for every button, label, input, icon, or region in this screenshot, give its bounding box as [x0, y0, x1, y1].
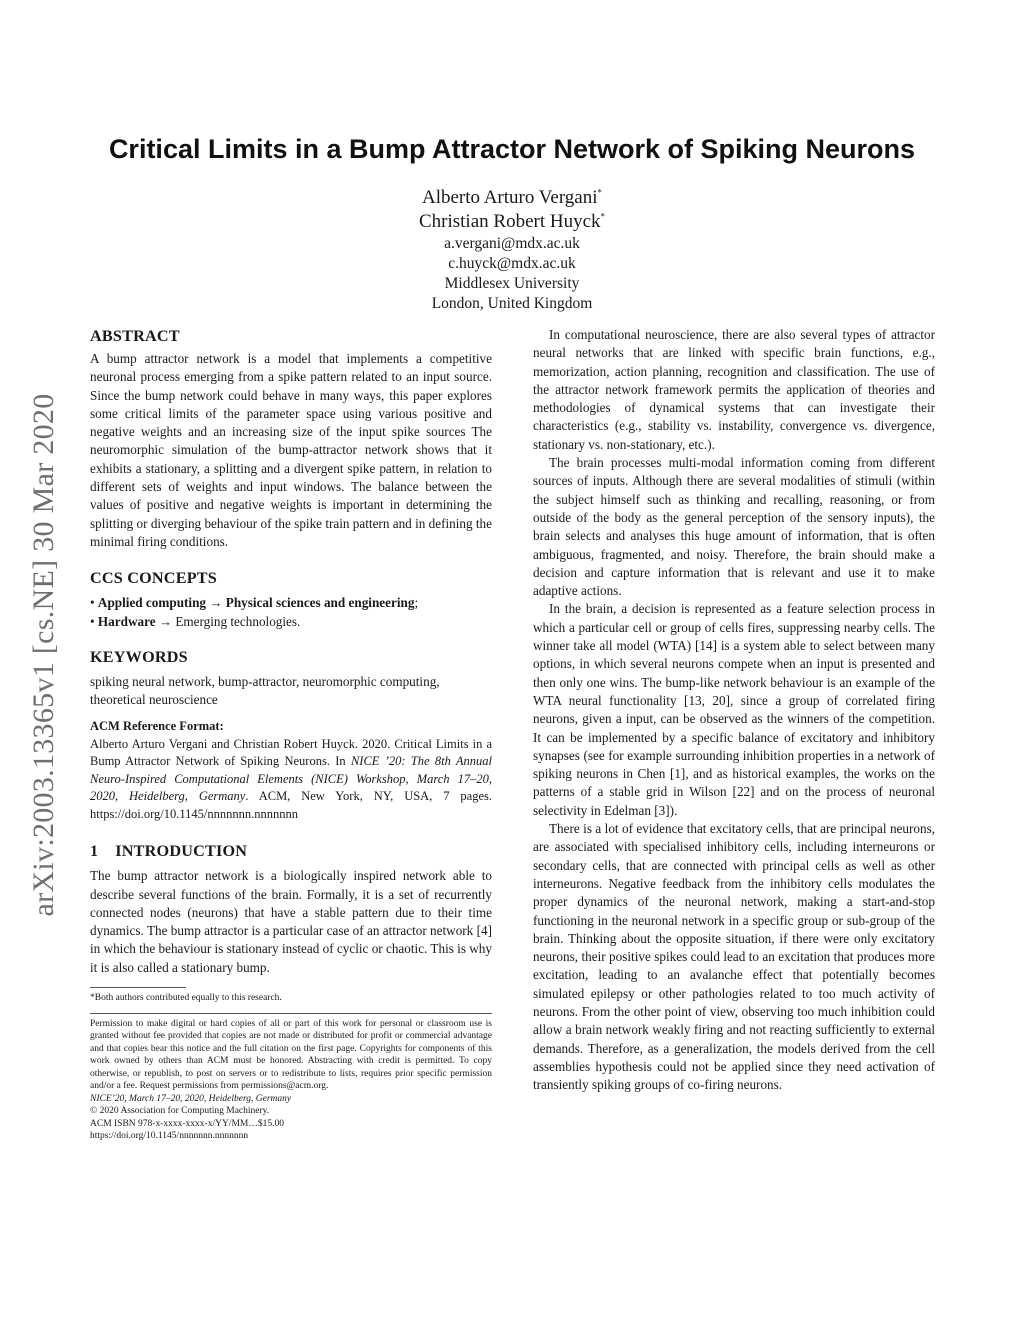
permission-text: Permission to make digital or hard copies of all or part of this work for personal or classroom use is granted without fee provided that copies are not made or distributed for profit or commercial advantage and that copies bear this notice and the full citation on the first page. Copyrights for components of this work owned by others than ACM must be honored. Abstracting with credit is permitted. To copy otherwise, or republish, to post on servers or to redistribute to lists, requires prior specific permission and/or a fee. Request permissions from permissions@acm.org. [90, 1018, 492, 1092]
author-email: c.huyck@mdx.ac.uk [448, 255, 576, 272]
acm-reference-text: Alberto Arturo Vergani and Christian Robert Huyck. 2020. Critical Limits in a Bump Attractor Network of Spiking Neurons. In NICE ’20: The 8th Annual Neuro-Inspired Computational Elements (NICE) Workshop, March 17–20, 2020, Heidelberg, Germany. ACM, New York, NY, USA, 7 pages. https://doi.org/10.1145/nnnnnnn.nnnnnnn [90, 736, 492, 821]
left-column [90, 326, 492, 1143]
abstract-text: A bump attractor network is a model that implements a competitive neuronal process emerging from a spike pattern related to an input source. Since the bump network could behave in many ways, this paper explores some critical limits of the parameter space using various positive and negative weights and an increasing size of the input spike sources The neuromorphic simulation of the bump-attractor network shows that it exhibits a stationary, a splitting and a divergent spike pattern, in relation to different sets of weights and input windows. The balance between the values of positive and negative weights is important in determining the splitting or diverging behaviour of the spike train pattern and in defining the minimal firing conditions. [90, 351, 492, 549]
author-footnote: *Both authors contributed equally to this research. [90, 993, 282, 1004]
body-paragraph: The brain processes multi-modal information coming from different sources of inputs. Although there are several modalities of stimuli (within the subject himself such as thinking and recalling, reasoning, or from outside of the body as the general perception of the sensory inputs), the brain selects and analyses this huge amount of information, that is often ambiguous, fragmented, and noisy. Therefore, the brain should make a decision and capture information that is relevant and use it to make adaptive actions. [533, 455, 935, 599]
copyright-line: © 2020 Association for Computing Machinery. [90, 1106, 270, 1117]
abstract-heading: ABSTRACT [90, 327, 180, 345]
body-paragraph: In the brain, a decision is represented as a feature selection process in which a particular cell or group of cells fires, suppressing nearby cells. The winner take all model (WTA) [14] is a system able to select between many options, in which several neurons compete when an input is presented and then only one wins. The bump-like network behaviour is an example of the WTA neural functionality [13, 20], since a group of correlated firing neurons, given a input, can be observed as the winners of the competition. It can be implemented by a specific balance of excitatory and inhibitory synapses (see for example surrounding inhibition properties in a network of spiking neurons in Chen [1], and as historical examples, the works on the patterns of a stable grid in Wilson [22] and on the process of neuronal selectivity in Edelman [3]). [533, 601, 935, 818]
ccs-heading: CCS CONCEPTS [90, 569, 217, 588]
ccs-item: • Hardware → Emerging technologies. [90, 613, 301, 629]
author-email: a.vergani@mdx.ac.uk [444, 235, 580, 252]
permission-venue: NICE’20, March 17–20, 2020, Heidelberg, Germany [90, 1093, 292, 1104]
acm-reference [90, 717, 492, 823]
author-name: Christian Robert Huyck* [418, 211, 606, 232]
intro-heading: 1 INTRODUCTION [90, 842, 248, 861]
intro-text: The bump attractor network is a biologically inspired network able to describe several functions of the brain. Formally, it is a set of recurrently connected nodes (neurons) that have a stable pattern due to their time dynamics. The bump attractor is a particular case of an attractor network [4] in which the behaviour is stationary instead of cyclic or chaotic. This is why it is also called a stationary bump. [90, 868, 492, 975]
paper-title: Critical Limits in a Bump Attractor Network of Spiking Neurons [108, 134, 916, 164]
acm-reference-label: ACM Reference Format: [90, 719, 224, 734]
ccs-item: • Applied computing → Physical sciences and engineering; [90, 595, 419, 611]
right-column [533, 326, 935, 1094]
body-paragraph: There is a lot of evidence that excitatory cells, that are principal neurons, are associated with specialised inhibitory cells, including interneurons or secondary cells, that are connected with principal cells as well as other interneurons. Negative feedback from the inhibitory cells modulates the proper dynamics of the neuronal network, making a start-and-stop functioning in the neuronal network in a specific group or sub-group of the brain. Thinking about the opposite situation, if there were only excitatory neurons, their positive spikes could lead to an excitation that produces more excitation, leading to an avalanche effect that potentially becomes simulated epilepsy or other pathologies related to too much activity of neurons. From the other point of view, observing too much inhibition could allow a brain network weakly firing and not reacting sufficiently to external demands. Therefore, as a generalization, the models derived from the cell assemblies hypothesis could not be applied since they need activation of transiently spiking groups of co-firing neurons. [533, 821, 935, 1093]
author-location: London, United Kingdom [431, 295, 593, 312]
body-paragraph: In computational neuroscience, there are also several types of attractor neural networks that are linked with specific brain functions, e.g., memorization, action planning, recognition and classification. The use of the attractor network framework permits the application of theories and methodologies of dynamical systems that can investigate their characteristics (e.g., stability vs. instability, convergence vs. divergence, stationary vs. non-stationary, etc.). [533, 327, 935, 452]
permission-rule [90, 1013, 492, 1014]
arxiv-sidebar-stamp [22, 340, 66, 970]
author-block [312, 186, 712, 314]
keywords-text: spiking neural network, bump-attractor, neuromorphic computing, theoretical neuroscience [90, 673, 440, 708]
isbn-line: ACM ISBN 978-x-xxxx-xxxx-x/YY/MM…$15.00 [90, 1118, 284, 1129]
keywords-heading: KEYWORDS [90, 647, 188, 666]
author-institution: Middlesex University [444, 275, 580, 292]
doi-line: https://doi.org/10.1145/nnnnnnn.nnnnnnn [90, 1131, 249, 1142]
footnote-rule [90, 987, 186, 988]
arxiv-id: arXiv:2003.13365v1 [cs.NE] 30 Mar 2020 [27, 393, 60, 917]
author-name: Alberto Arturo Vergani* [421, 187, 603, 208]
permission-block [90, 1018, 492, 1143]
